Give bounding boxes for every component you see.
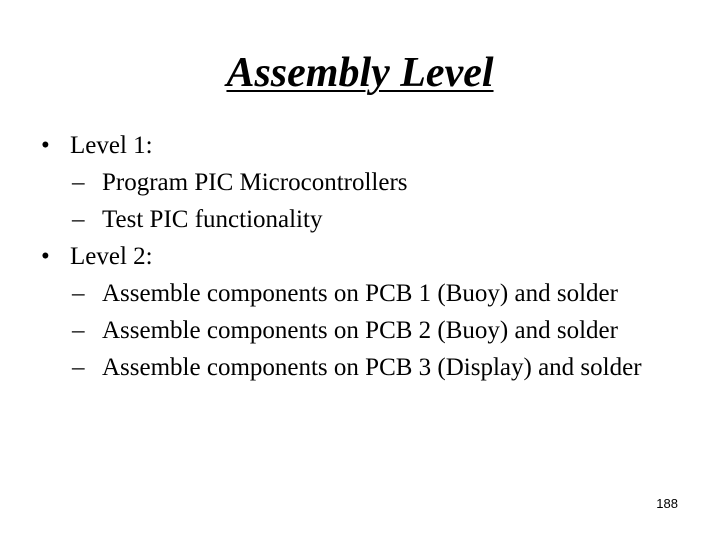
bullet-label: Level 1: bbox=[70, 132, 153, 159]
dash-marker: – bbox=[72, 354, 85, 381]
sub-item bbox=[0, 275, 720, 312]
dash-marker: – bbox=[72, 317, 85, 344]
sub-item bbox=[0, 201, 720, 238]
bullet-list bbox=[0, 127, 720, 386]
page-number: 188 bbox=[656, 496, 678, 511]
dash-marker: – bbox=[72, 169, 85, 196]
sub-item-text: Assemble components on PCB 2 (Buoy) and solder bbox=[102, 317, 618, 344]
sub-item-text: Assemble components on PCB 1 (Buoy) and solder bbox=[102, 280, 618, 307]
slide-title: Assembly Level bbox=[226, 50, 494, 96]
sub-item bbox=[0, 164, 720, 201]
dash-marker: – bbox=[72, 206, 85, 233]
dash-marker: – bbox=[72, 280, 85, 307]
bullet-label: Level 2: bbox=[70, 243, 153, 270]
bullet-item-level-2 bbox=[0, 238, 720, 275]
sub-item-text: Program PIC Microcontrollers bbox=[102, 169, 408, 196]
bullet-marker: • bbox=[41, 132, 50, 159]
sub-item-text: Assemble components on PCB 3 (Display) and solder bbox=[102, 354, 642, 381]
sub-item bbox=[0, 312, 720, 349]
sub-item-text: Test PIC functionality bbox=[102, 206, 323, 233]
bullet-item-level-1 bbox=[0, 127, 720, 164]
sub-item bbox=[0, 349, 720, 386]
bullet-marker: • bbox=[41, 243, 50, 270]
